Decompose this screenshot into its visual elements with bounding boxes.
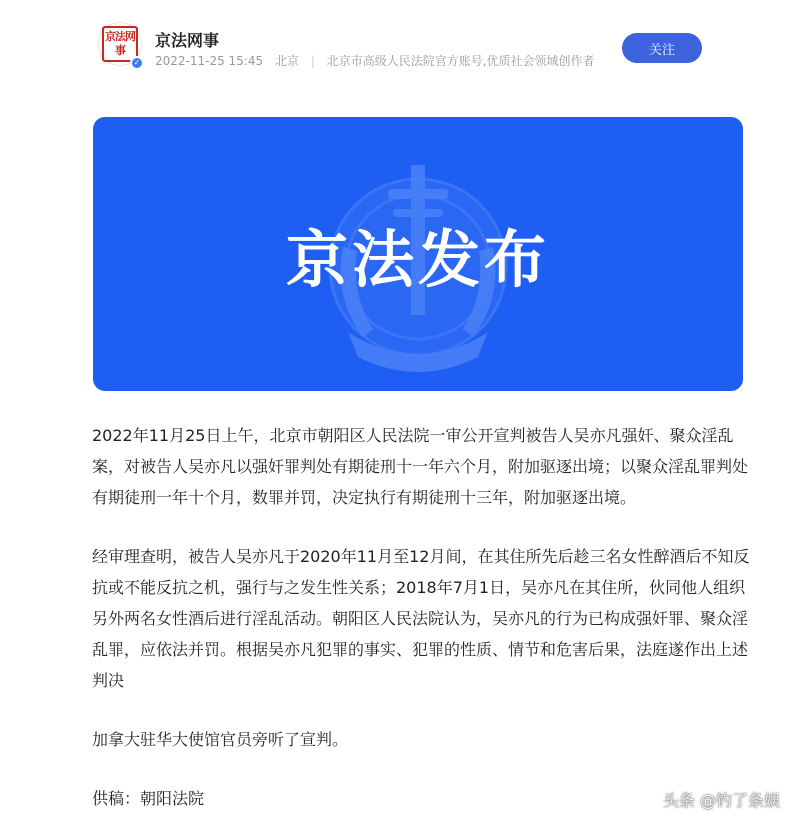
account-description: 北京市高级人民法院官方账号,优质社会领域创作者 [326,54,595,68]
banner-title: 京法发布 [285,222,550,296]
article-source: 供稿：朝阳法院 [92,789,205,808]
account-name[interactable]: 京法网事 [155,31,220,50]
article-paragraph: 加拿大驻华大使馆官员旁听了宣判。 [92,730,349,749]
account-meta [155,52,603,69]
article-paragraph: 2022年11月25日上午，北京市朝阳区人民法院一审公开宣判被告人吴亦凡强奸、聚众淫乱案，对被告人吴亦凡以强奸罪判处有期徒刑十一年六个月，附加驱逐出境；以聚众淫乱罪判处有期徒刑一年十个月，数罪并罚，决定执行有期徒刑十三年，附加驱逐出境。 [92,426,749,507]
article-banner [93,117,743,391]
meta-divider: | [310,54,315,68]
seal-logo-icon: 京法网事 [102,26,138,62]
article-body [92,420,752,826]
post-location: 北京 [274,54,299,68]
article-paragraph: 经审理查明，被告人吴亦凡于2020年11月至12月间，在其住所先后趁三名女性醉酒后不知反抗或不能反抗之机，强行与之发生性关系；2018年7月1日，吴亦凡在其住所，伙同他人组织另外两名女性酒后进行淫乱活动。朝阳区人民法院认为，吴亦凡的行为已构成强奸罪、聚众淫乱罪，应依法并罚。根据吴亦凡犯罪的事实、犯罪的性质、情节和危害后果，法庭遂作出上述判决 [92,547,750,690]
post-datetime: 2022-11-25 15:45 [155,54,264,68]
follow-button[interactable]: 关注 [622,33,702,63]
account-header [0,0,800,96]
verified-badge-icon: ✓ [130,56,144,70]
watermark: 头条 @钓了条娱 [662,791,780,810]
